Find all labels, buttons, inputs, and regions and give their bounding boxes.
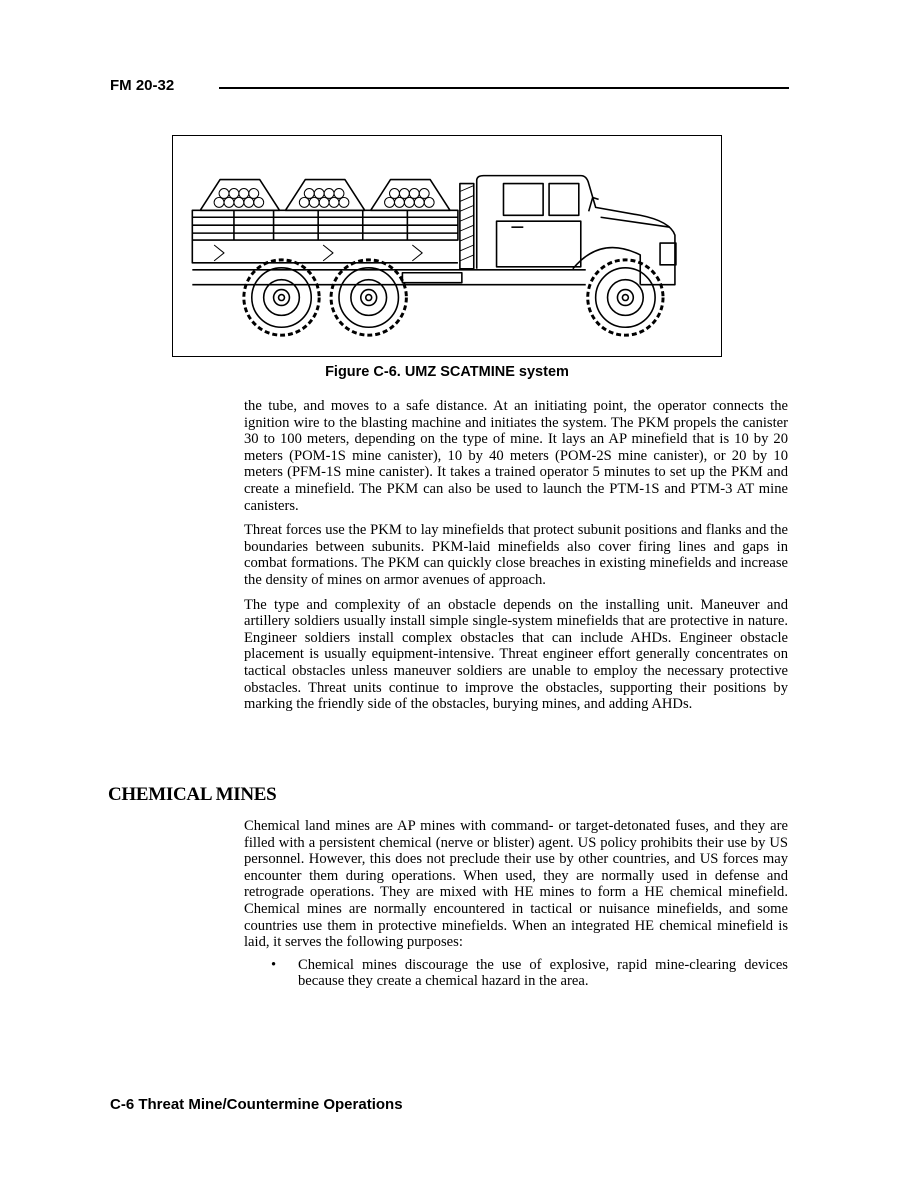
bullet-dot-icon: •	[271, 956, 277, 973]
bullet-text: Chemical mines discourage the use of explosive, rapid mine-clearing devices because they create a chemical hazard in the area.	[298, 956, 788, 990]
bullet-item	[244, 957, 788, 990]
header-manual-id: FM 20-32	[110, 77, 175, 94]
header-rule	[219, 87, 789, 89]
section-body	[244, 818, 788, 990]
umz-truck-illustration	[173, 136, 721, 356]
body-text	[244, 398, 788, 721]
section-heading: CHEMICAL MINES	[108, 784, 277, 805]
paragraph: the tube, and moves to a safe distance. At an initiating point, the operator connects the ignition wire to the blasting machine and initiates the system. The PKM propels the canister 30 to 100 meters, depending on the type of mine. It lays an AP minefield that is 10 by 20 meters (POM-1S mine canister), 10 by 40 meters (POM-2S mine canister), or 20 by 10 meters (PFM-1S mine canister). It takes a trained operator 5 minutes to set up the PKM and create a minefield. The PKM can also be used to launch the PTM-1S and PTM-3 AT mine canisters.	[244, 398, 788, 514]
figure-caption: Figure C-6. UMZ SCATMINE system	[325, 364, 569, 380]
figure-frame	[172, 135, 722, 357]
paragraph: The type and complexity of an obstacle depends on the installing unit. Maneuver and artillery soldiers usually install simple single-system minefields that are protective in nature. Engineer soldiers install complex obstacles that can include AHDs. Engineer obstacle placement is usually equipment-intensive. Threat engineer effort generally concentrates on tactical obstacles unless maneuver soldiers are unable to employ the necessary protective obstacles. Threat units continue to improve the obstacles, supporting their positions by marking the friendly side of the obstacles, burying mines, and adding AHDs.	[244, 596, 788, 713]
footer-page-label: C-6 Threat Mine/Countermine Operations	[110, 1096, 403, 1113]
paragraph: Chemical land mines are AP mines with command- or target-detonated fuses, and they are filled with a persistent chemical (nerve or blister) agent. US policy prohibits their use by US personnel. However, this does not preclude their use by other countries, and US forces may encounter them during operations. When used, they are normally used in defense and retrograde operations. They are mixed with HE mines to form a HE chemical minefield. Chemical mines are normally encountered in tactical or nuisance minefields, and some countries use them in protective minefields. When an integrated HE chemical minefield is laid, it serves the following purposes:	[244, 818, 788, 951]
paragraph: Threat forces use the PKM to lay minefields that protect subunit positions and flanks and the boundaries between subunits. PKM-laid minefields also cover firing lines and gaps in combat formations. The PKM can quickly close breaches in existing minefields and increase the density of mines on armor avenues of approach.	[244, 522, 788, 588]
